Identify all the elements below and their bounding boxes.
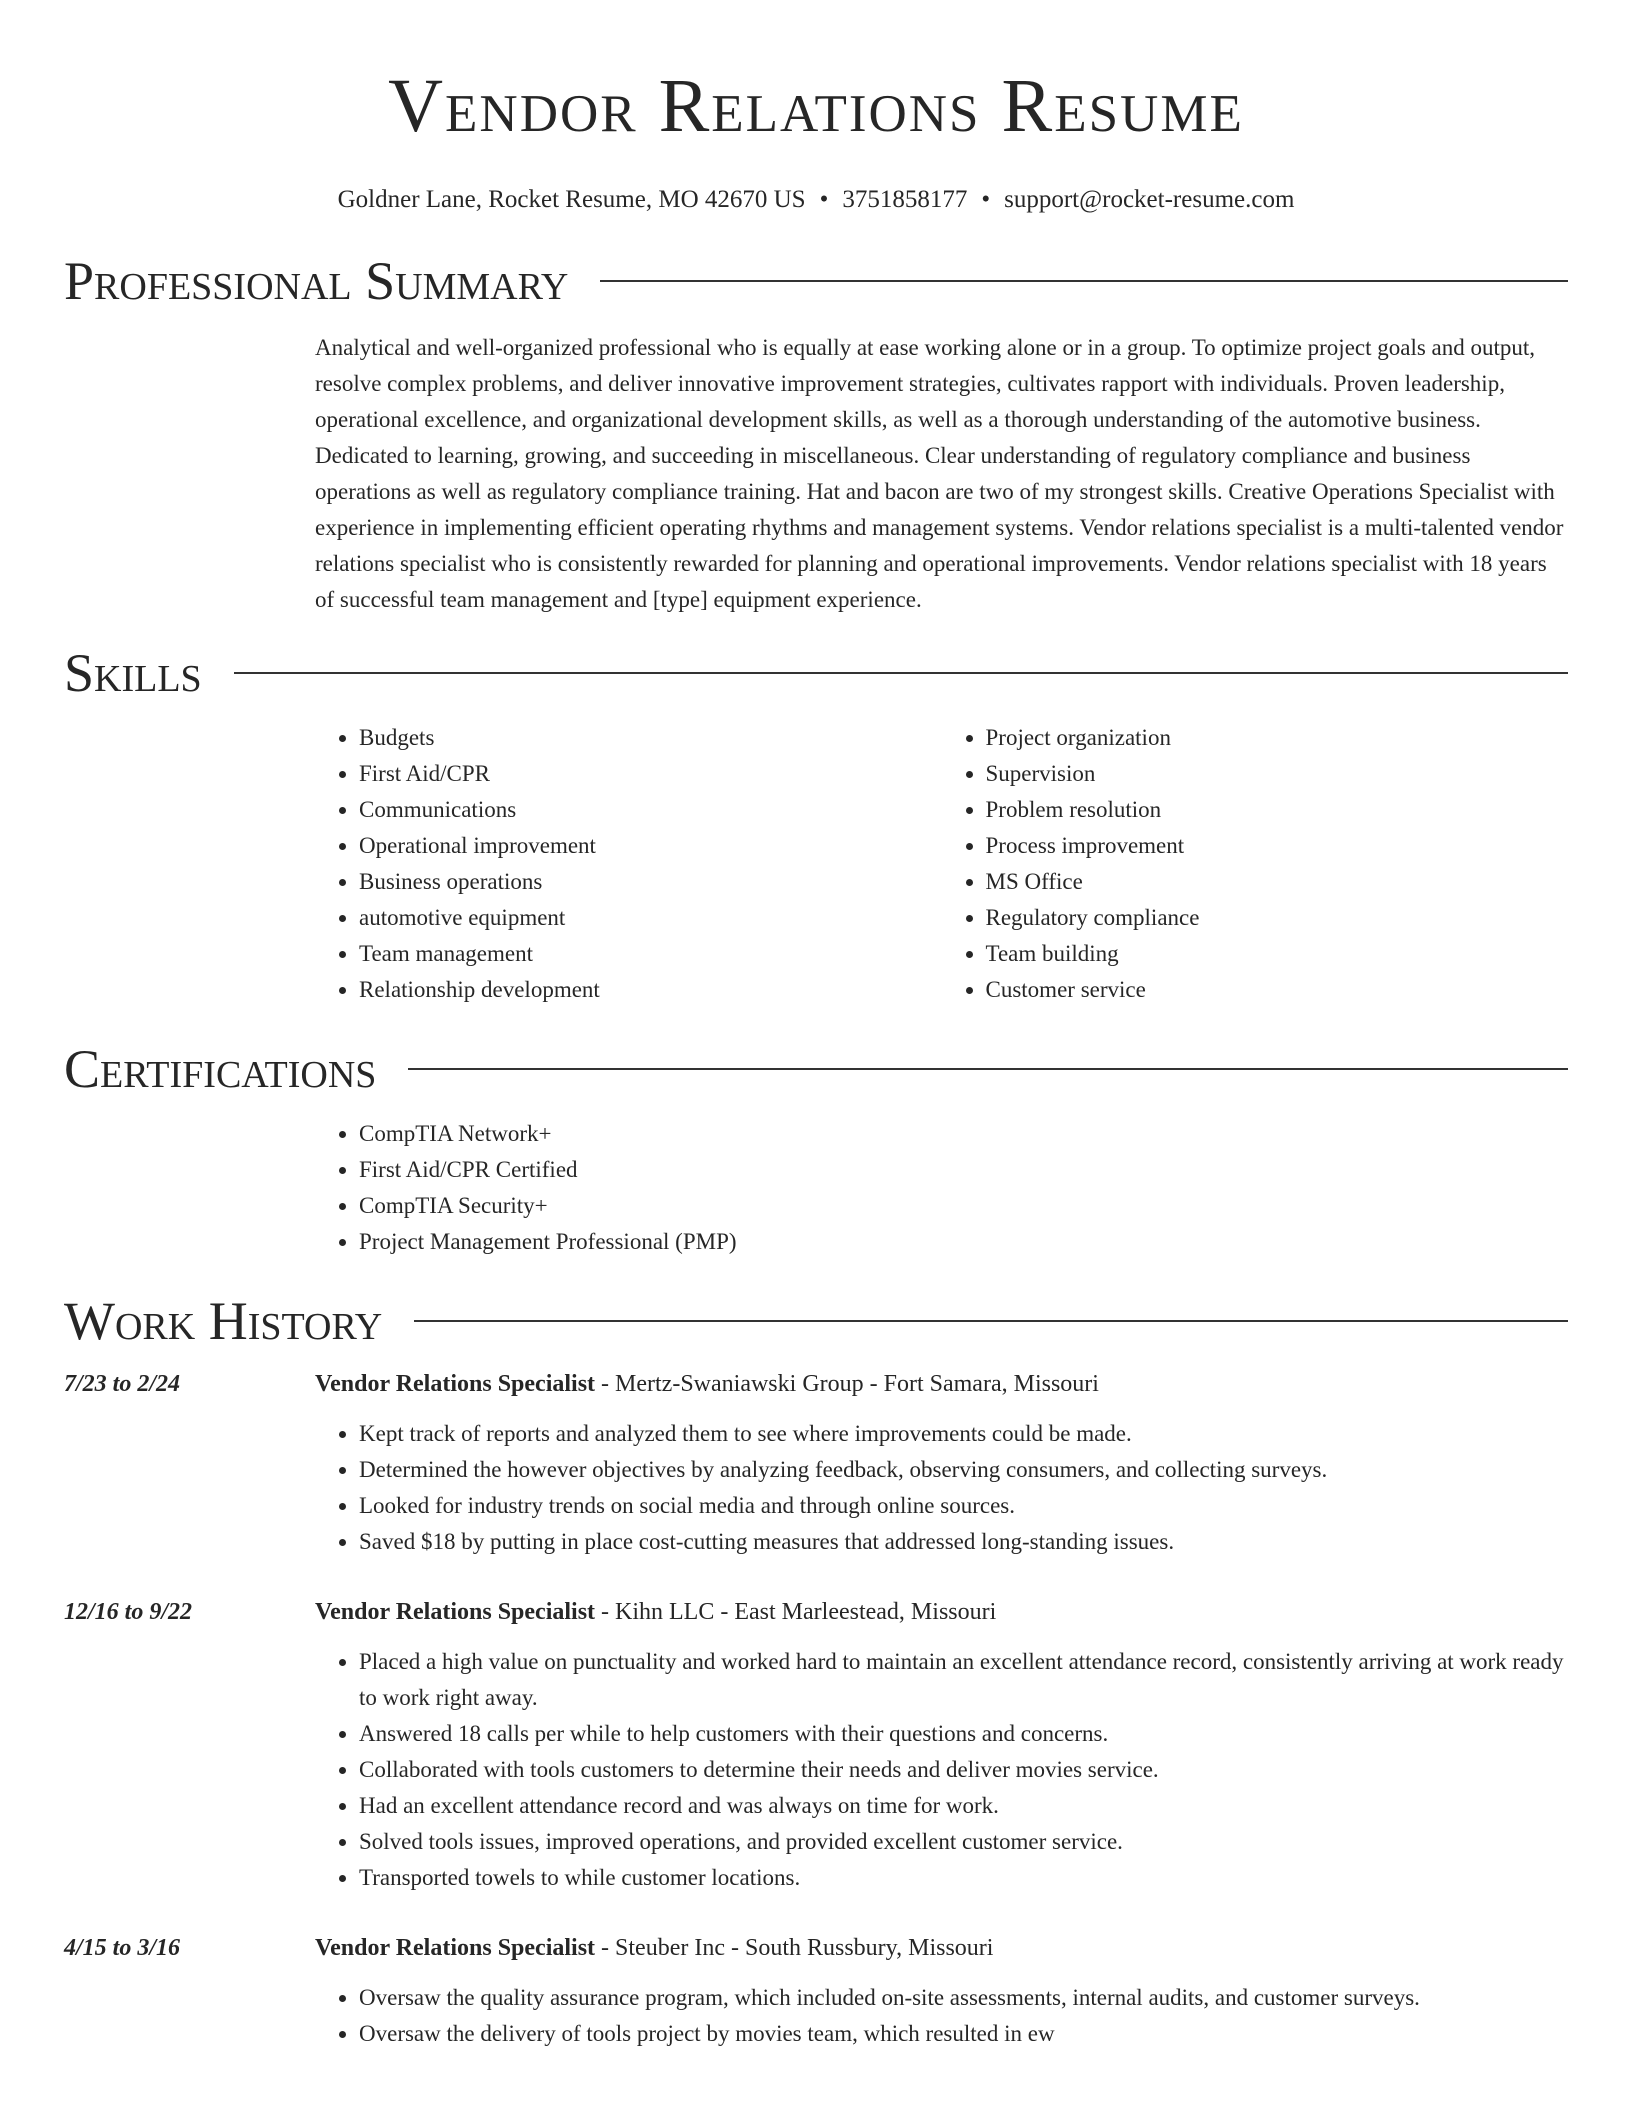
job-entry (64, 1366, 1568, 1560)
contact-separator: • (819, 186, 829, 213)
section-divider (234, 672, 1568, 674)
section-title: Certifications (64, 1039, 377, 1099)
job-bullets (315, 1416, 1568, 1560)
job-bullet: • Looked for industry trends on social media and through online sources. (359, 1488, 1568, 1524)
certification-item: • First Aid/CPR Certified (359, 1152, 1568, 1188)
job-company-location: - Steuber Inc - South Russbury, Missouri (595, 1935, 994, 1961)
contact-phone: 3751858177 (842, 186, 968, 213)
skill-item: • Regulatory compliance (986, 900, 1569, 936)
job-heading (315, 1366, 1568, 1402)
skill-item: • Relationship development (359, 972, 942, 1008)
skills-list-right (942, 720, 1569, 1008)
skill-item: • automotive equipment (359, 900, 942, 936)
skill-item: • Project organization (986, 720, 1569, 756)
contact-email[interactable]: support@rocket-resume.com (1004, 186, 1295, 213)
skill-item: • Business operations (359, 864, 942, 900)
job-bullet: • Oversaw the quality assurance program, which included on-site assessments, internal audits, and customer surveys. (359, 1980, 1568, 2016)
certifications-block (315, 1116, 1568, 1260)
job-body (315, 1594, 1568, 1896)
skill-item: • MS Office (986, 864, 1569, 900)
section-divider (600, 280, 1568, 282)
work-history-section-header (64, 1290, 1568, 1352)
certifications-list (315, 1116, 1568, 1260)
skill-item: • Communications (359, 792, 942, 828)
summary-section-header (64, 250, 1568, 312)
skills-list-left (315, 720, 942, 1008)
section-title: Skills (64, 643, 202, 703)
job-bullet: • Oversaw the delivery of tools project by movies team, which resulted in ew (359, 2016, 1568, 2052)
job-bullet: • Kept track of reports and analyzed them to see where improvements could be made. (359, 1416, 1568, 1452)
skill-item: • Problem resolution (986, 792, 1569, 828)
job-bullet: • Had an excellent attendance record and was always on time for work. (359, 1788, 1568, 1824)
skill-item: • Team building (986, 936, 1569, 972)
skill-item: • Supervision (986, 756, 1569, 792)
job-company-location: - Mertz-Swaniawski Group - Fort Samara, Missouri (595, 1371, 1099, 1397)
skill-item: • Budgets (359, 720, 942, 756)
job-title: Vendor Relations Specialist (315, 1935, 596, 1961)
job-entry (64, 1930, 1568, 2052)
job-title: Vendor Relations Specialist (315, 1371, 596, 1397)
section-title: Work History (64, 1291, 383, 1351)
job-heading (315, 1594, 1568, 1630)
skill-item: • Operational improvement (359, 828, 942, 864)
job-entry (64, 1594, 1568, 1896)
contact-separator: • (981, 186, 991, 213)
job-body (315, 1930, 1568, 2052)
job-body (315, 1366, 1568, 1560)
section-divider (408, 1068, 1568, 1070)
resume-title: Vendor Relations Resume (388, 64, 1244, 148)
contact-address: Goldner Lane, Rocket Resume, MO 42670 US (337, 186, 806, 213)
job-bullets (315, 1644, 1568, 1896)
certification-item: • CompTIA Security+ (359, 1188, 1568, 1224)
job-bullet: • Placed a high value on punctuality and worked hard to maintain an excellent attendance record, consistently arriving at work ready to work right away. (359, 1644, 1568, 1716)
job-dates: 7/23 to 2/24 (64, 1371, 181, 1397)
contact-line (64, 184, 1568, 216)
summary-text: Analytical and well-organized professional who is equally at ease working alone or in a group. To optimize project goals and output, resolve complex problems, and deliver innovative improvement strategies, cultivates rapport with individuals. Proven leadership, operational excellence, and organizational development skills, as well as a thorough understanding of the automotive business. Dedicated to learning, growing, and succeeding in miscellaneous. Clear understanding of regulatory compliance and business operations as well as regulatory compliance training. Hat and bacon are two of my strongest skills. Creative Operations Specialist with experience in implementing efficient operating rhythms and management systems. Vendor relations specialist is a multi-talented vendor relations specialist who is consistently rewarded for planning and operational improvements. Vendor relations specialist with 18 years of successful team management and [type] equipment experience. (315, 335, 1564, 612)
job-bullet: • Answered 18 calls per while to help customers with their questions and concerns. (359, 1716, 1568, 1752)
job-bullet: • Saved $18 by putting in place cost-cutting measures that addressed long-standing issues. (359, 1524, 1568, 1560)
section-title: Professional Summary (64, 251, 569, 311)
job-dates: 4/15 to 3/16 (64, 1935, 181, 1961)
job-bullet: • Solved tools issues, improved operations, and provided excellent customer service. (359, 1824, 1568, 1860)
job-bullet: • Collaborated with tools customers to determine their needs and deliver movies service. (359, 1752, 1568, 1788)
certification-item: • Project Management Professional (PMP) (359, 1224, 1568, 1260)
job-bullets (315, 1980, 1568, 2052)
skill-item: • First Aid/CPR (359, 756, 942, 792)
job-bullet: • Determined the however objectives by analyzing feedback, observing consumers, and collecting surveys. (359, 1452, 1568, 1488)
job-bullet: • Transported towels to while customer locations. (359, 1860, 1568, 1896)
section-divider (414, 1320, 1568, 1322)
skill-item: • Team management (359, 936, 942, 972)
skills-section-header (64, 642, 1568, 704)
job-dates: 12/16 to 9/22 (64, 1599, 193, 1625)
certification-item: • CompTIA Network+ (359, 1116, 1568, 1152)
resume-page (64, 0, 1568, 2052)
job-title: Vendor Relations Specialist (315, 1599, 596, 1625)
job-heading (315, 1930, 1568, 1966)
skill-item: • Customer service (986, 972, 1569, 1008)
skill-item: • Process improvement (986, 828, 1569, 864)
job-company-location: - Kihn LLC - East Marleestead, Missouri (595, 1599, 997, 1625)
skills-columns (315, 720, 1568, 1008)
certifications-section-header (64, 1038, 1568, 1100)
